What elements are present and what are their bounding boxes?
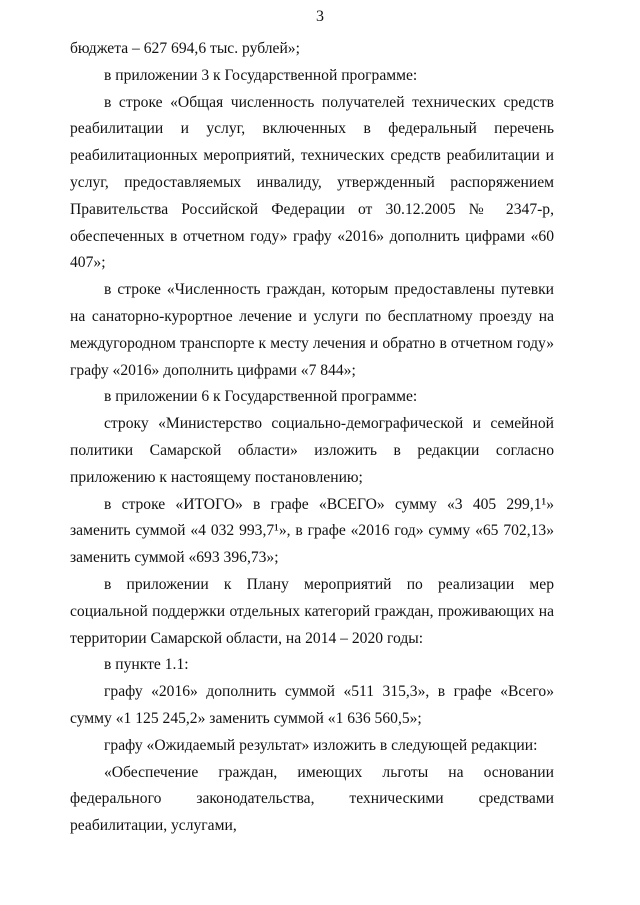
- paragraph-11: графу «Ожидаемый результат» изложить в следующей редакции:: [104, 736, 538, 754]
- paragraph-8: в приложении к Плану мероприятий по реализации мер социальной поддержки отдельных категорий граждан, проживающих на территории Самарской области, на 2014 – 2020 годы:: [70, 575, 554, 647]
- page-number: 3: [316, 8, 324, 25]
- document-body: [70, 36, 554, 840]
- paragraph-2: в приложении 3 к Государственной программе:: [104, 66, 418, 84]
- paragraph-3: в строке «Общая численность получателей технических средств реабилитации и услуг, включенных в федеральный перечень реабилитационных мероприятий, технических средств реабилитации и услуг, предоставляемых инвалиду, утвержденный распоряжением Правительства Российской Федерации от 30.12.2005 № 2347-р, обеспеченных в отчетном году» графу «2016» дополнить цифрами «60 407»;: [70, 93, 554, 272]
- paragraph-1: бюджета – 627 694,6 тыс. рублей»;: [70, 40, 300, 57]
- paragraph-9: в пункте 1.1:: [104, 656, 189, 674]
- paragraph-4: в строке «Численность граждан, которым предоставлены путевки на санаторно-курортное лечение и услуги по бесплатному проезду на междугородном транспорте к месту лечения и обратно в отчетном году» графу «2016» дополнить цифрами «7 844»;: [70, 281, 554, 379]
- paragraph-10: графу «2016» дополнить суммой «511 315,3», в графе «Всего» сумму «1 125 245,2» заменить суммой «1 636 560,5»;: [70, 683, 554, 727]
- paragraph-7: в строке «ИТОГО» в графе «ВСЕГО» сумму «3 405 299,1¹» заменить суммой «4 032 993,7¹», в графе «2016 год» сумму «65 702,13» заменить суммой «693 396,73»;: [70, 495, 554, 567]
- paragraph-6: строку «Министерство социально-демографической и семейной политики Самарской области» изложить в редакции согласно приложению к настоящему постановлению;: [70, 415, 554, 486]
- paragraph-5: в приложении 6 к Государственной программе:: [104, 388, 418, 406]
- paragraph-12: «Обеспечение граждан, имеющих льготы на основании федерального законодательства, техническими средствами реабилитации, услугами,: [70, 763, 554, 835]
